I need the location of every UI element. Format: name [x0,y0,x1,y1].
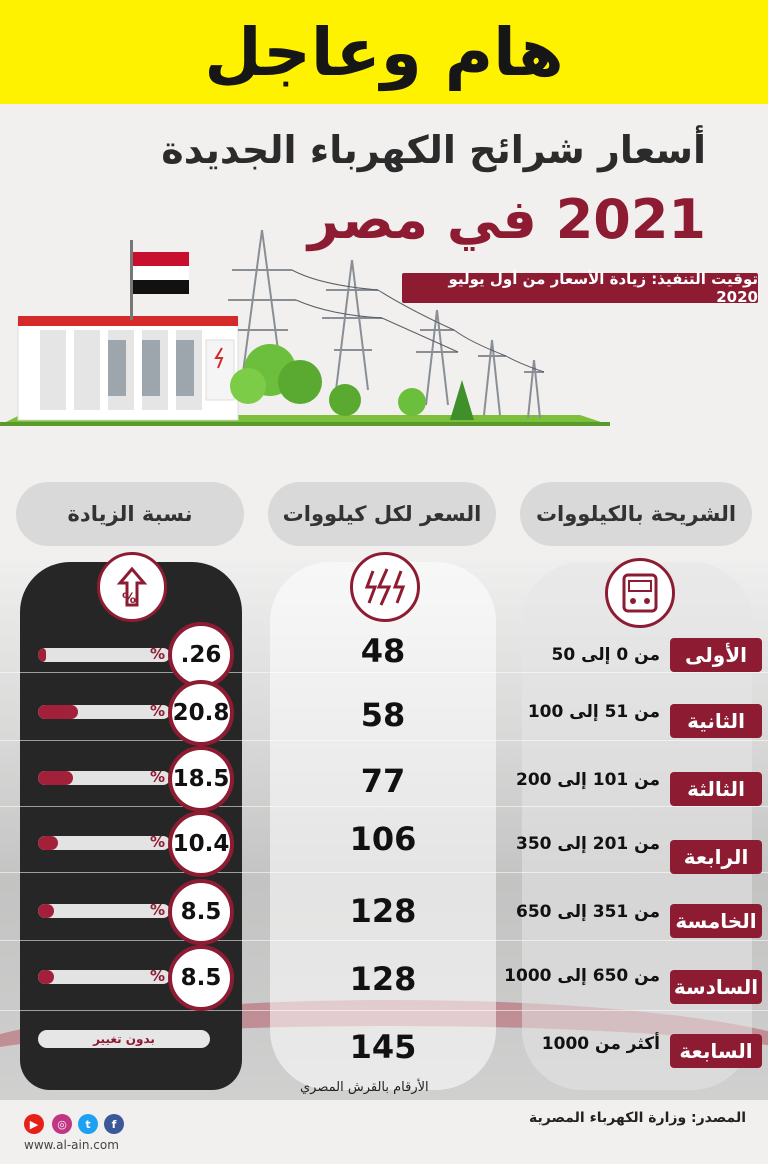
tier-range: من 201 إلى 350 [516,834,660,854]
row-divider [0,1010,768,1011]
tier-price: 48 [360,632,406,670]
increase-bar-fill [38,705,78,719]
tier-range: من 51 إلى 100 [527,702,660,722]
tree-icon [230,344,474,420]
percent-sign: % [150,645,166,663]
percent-sign: % [150,833,166,851]
tier-price: 128 [349,892,417,930]
percent-sign: % [150,768,166,786]
increase-bar-fill [38,771,73,785]
tier-range: من 0 إلى 50 [551,645,660,665]
increase-bar-fill [38,836,58,850]
tier-label: الرابعة [670,840,762,874]
no-change-badge: بدون تغيير [38,1030,210,1048]
facebook-icon[interactable]: f [104,1114,124,1134]
egypt-flag-icon [130,240,189,320]
row-divider [0,740,768,741]
tier-range: أكثر من 1000 [541,1034,660,1054]
tier-price: 106 [349,820,417,858]
row-divider [0,872,768,873]
breaking-banner-text: هام وعاجل [204,13,564,91]
increase-bar-fill [38,970,54,984]
tier-price: 145 [349,1028,417,1066]
tier-label: السابعة [670,1034,762,1068]
twitter-icon[interactable]: t [78,1114,98,1134]
increase-value: 18.5 [168,746,234,812]
increase-value: 10.4 [168,811,234,877]
increase-value: 8.5 [168,945,234,1011]
header-price: السعر لكل كيلووات [268,482,496,546]
increase-bar-fill [38,648,46,662]
tier-label: الخامسة [670,904,762,938]
percent-sign: % [150,967,166,985]
youtube-icon[interactable]: ▶ [24,1114,44,1134]
increase-value: 20.8 [168,680,234,746]
svg-text:%: % [122,591,137,607]
header-increase: نسبة الزيادة [16,482,244,546]
tier-price: 58 [360,696,406,734]
increase-arrow-icon [97,552,167,622]
instagram-icon[interactable]: ◎ [52,1114,72,1134]
header-tier: الشريحة بالكيلووات [520,482,752,546]
tier-range: من 650 إلى 1000 [504,966,660,986]
page-title: أسعار شرائح الكهرباء الجديدة [161,128,706,172]
tier-label: الأولى [670,638,762,672]
tier-label: الثالثة [670,772,762,806]
source-text: المصدر: وزارة الكهرباء المصرية [529,1110,746,1126]
tier-range: من 101 إلى 200 [516,770,660,790]
currency-note: الأرقام بالقرش المصري [300,1080,429,1095]
website-link[interactable]: www.al-ain.com [24,1138,119,1152]
electricity-icon [350,552,420,622]
increase-value: .26 [168,622,234,688]
page-subtitle: 2021 في مصر [307,188,706,251]
tier-range: من 351 إلى 650 [516,902,660,922]
row-divider [0,806,768,807]
percent-sign: % [150,901,166,919]
increase-value: 8.5 [168,879,234,945]
effective-date-badge: توقيت التنفيذ: زيادة الأسعار من أول يوليو 2020 [402,273,758,303]
meter-icon [605,558,675,628]
increase-bar-fill [38,904,54,918]
tier-price: 128 [349,960,417,998]
power-station-icon [18,316,238,420]
tier-label: السادسة [670,970,762,1004]
row-divider [0,672,768,673]
row-divider [0,940,768,941]
tier-price: 77 [360,762,406,800]
percent-sign: % [150,702,166,720]
power-grid-illustration [0,230,610,430]
tier-label: الثانية [670,704,762,738]
